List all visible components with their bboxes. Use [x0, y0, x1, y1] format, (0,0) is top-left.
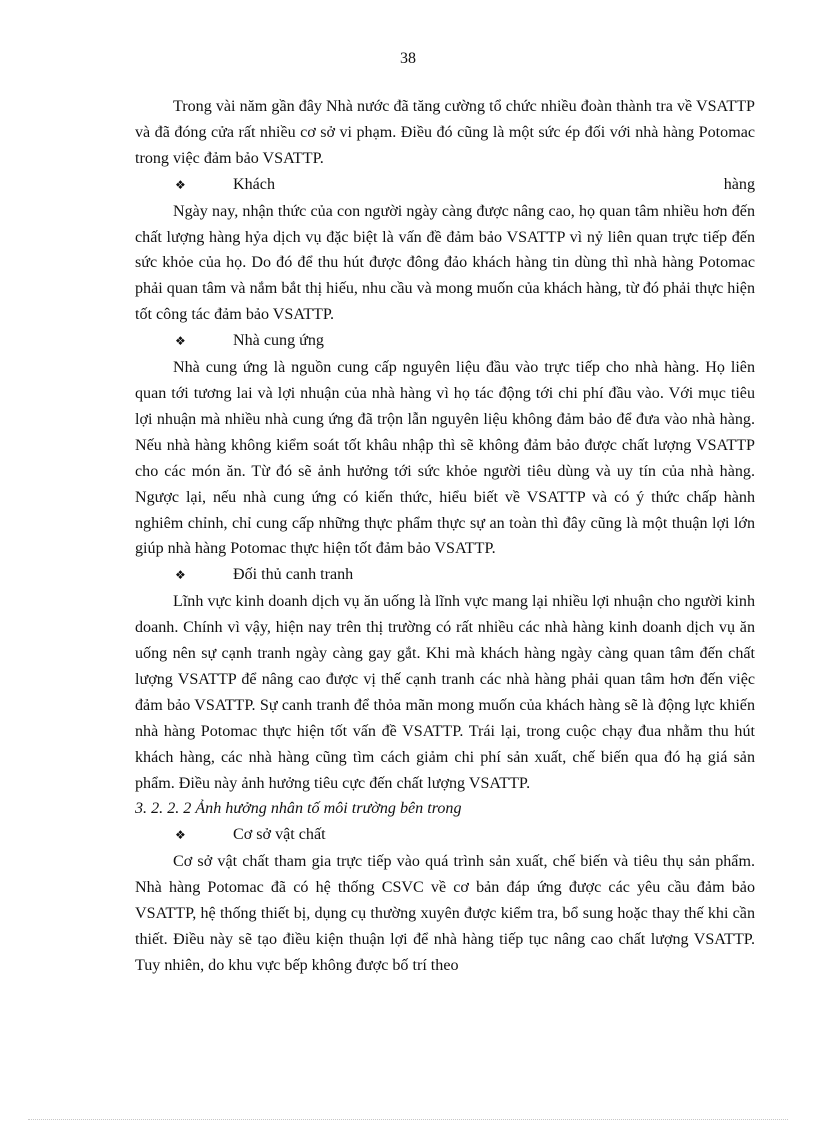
diamond-bullet-icon: ❖	[175, 177, 186, 192]
bullet-label: Đối thủ canh tranh	[233, 566, 354, 584]
paragraph-state-inspection: Trong vài năm gần đây Nhà nước đã tăng cường tổ chức nhiều đoàn thành tra về VSATTP và đã đóng cửa rất nhiều cơ sở vi phạm. Điều đó cũng là một sức ép đối với nhà hàng Potomac trong việc đảm bảo VSATTP.	[135, 98, 755, 167]
bullet-label: Khách	[233, 175, 276, 193]
bullet-customers	[135, 172, 755, 199]
paragraph-suppliers: Nhà cung ứng là nguồn cung cấp nguyên liệu đầu vào trực tiếp cho nhà hàng. Họ liên quan tới tương lai và lợi nhuận của nhà hàng vì họ tác động tới chi phí đầu vào. Với mục tiêu lợi nhuận mà nhiều nhà cung ứng đã trộn lẫn nguyên liệu không đảm bảo để đưa vào nhà hàng. Nếu nhà hàng không kiểm soát tốt khâu nhập thì sẽ không đảm bảo được chất lượng VSATTP cho các món ăn. Từ đó sẽ ảnh hưởng tới sức khỏe người tiêu dùng và uy tín của nhà hàng. Ngược lại, nếu nhà cung ứng có kiến thức, hiểu biết về VSATTP và có ý thức chấp hành nghiêm chỉnh, chỉ cung cấp những thực phẩm thực sự an toàn thì đây cũng là một thuận lợi lớn giúp nhà hàng Potomac thực hiện tốt đảm bảo VSATTP.	[135, 359, 755, 558]
section-heading: 3. 2. 2. 2 Ảnh hưởng nhân tố môi trường bên trong	[135, 800, 462, 818]
page-body	[135, 94, 755, 979]
paragraph-competitors: Lĩnh vực kinh doanh dịch vụ ăn uống là lĩnh vực mang lại nhiều lợi nhuận cho người kinh doanh. Chính vì vậy, hiện nay trên thị trường có rất nhiều các nhà hàng kinh doanh dịch vụ ăn uống nên sự cạnh tranh ngày càng gay gắt. Khi mà khách hàng ngày càng quan tâm đến chất lượng VSATTP để nâng cao được vị thế cạnh tranh các nhà hàng phải quan tâm hơn đến việc đảm bảo VSATTP. Sự canh tranh để thỏa mãn mong muốn của khách hàng sẽ là động lực khiến nhà hàng Potomac thực hiện tốt vấn đề VSATTP. Trái lại, trong cuộc chạy đua nhằm thu hút khách hàng, các nhà hàng cũng tìm cách giảm chi phí sản xuất, chế biến qua đó hạ giá sản phẩm. Điều này ảnh hưởng tiêu cực đến chất lượng VSATTP.	[135, 593, 755, 792]
diamond-bullet-icon: ❖	[175, 334, 186, 349]
bullet-label: Nhà cung ứng	[233, 332, 324, 350]
bullet-label: Cơ sở vật chất	[233, 826, 326, 844]
paragraph-facilities: Cơ sở vật chất tham gia trực tiếp vào quá trình sản xuất, chế biến và tiêu thụ sản phẩm. Nhà hàng Potomac đã có hệ thống CSVC về cơ bản đáp ứng được các yêu cầu đảm bảo VSATTP, hệ thống thiết bị, dụng cụ thường xuyên được kiểm tra, bổ sung hoặc thay thế khi cần thiết. Điều này sẽ tạo điều kiện thuận lợi để nhà hàng tiếp tục nâng cao chất lượng VSATTP. Tuy nhiên, do khu vực bếp không được bố trí theo	[135, 853, 755, 974]
bullet-suppliers	[135, 328, 755, 355]
paragraph-customers: Ngày nay, nhận thức của con người ngày càng được nâng cao, họ quan tâm nhiều hơn đến chất lượng hàng hỷa dịch vụ đặc biệt là vấn đề đảm bảo VSATTP vì nỷ liên quan trực tiếp đến sức khỏe của họ. Do đó để thu hút được đông đảo khách hàng tin dùng thì nhà hàng Potomac phải quan tâm và nắm bắt thị hiếu, nhu cầu và mong muốn của khách hàng, từ đó phải thực hiện tốt công tác đảm bảo VSATTP.	[135, 202, 755, 324]
diamond-bullet-icon: ❖	[175, 828, 186, 843]
diamond-bullet-icon: ❖	[175, 568, 186, 583]
page-number: 38	[400, 50, 416, 67]
bullet-label-end: hàng	[723, 175, 755, 193]
bullet-facilities	[135, 822, 755, 849]
bullet-competitors	[135, 562, 755, 589]
page-bottom-divider	[28, 1119, 788, 1120]
